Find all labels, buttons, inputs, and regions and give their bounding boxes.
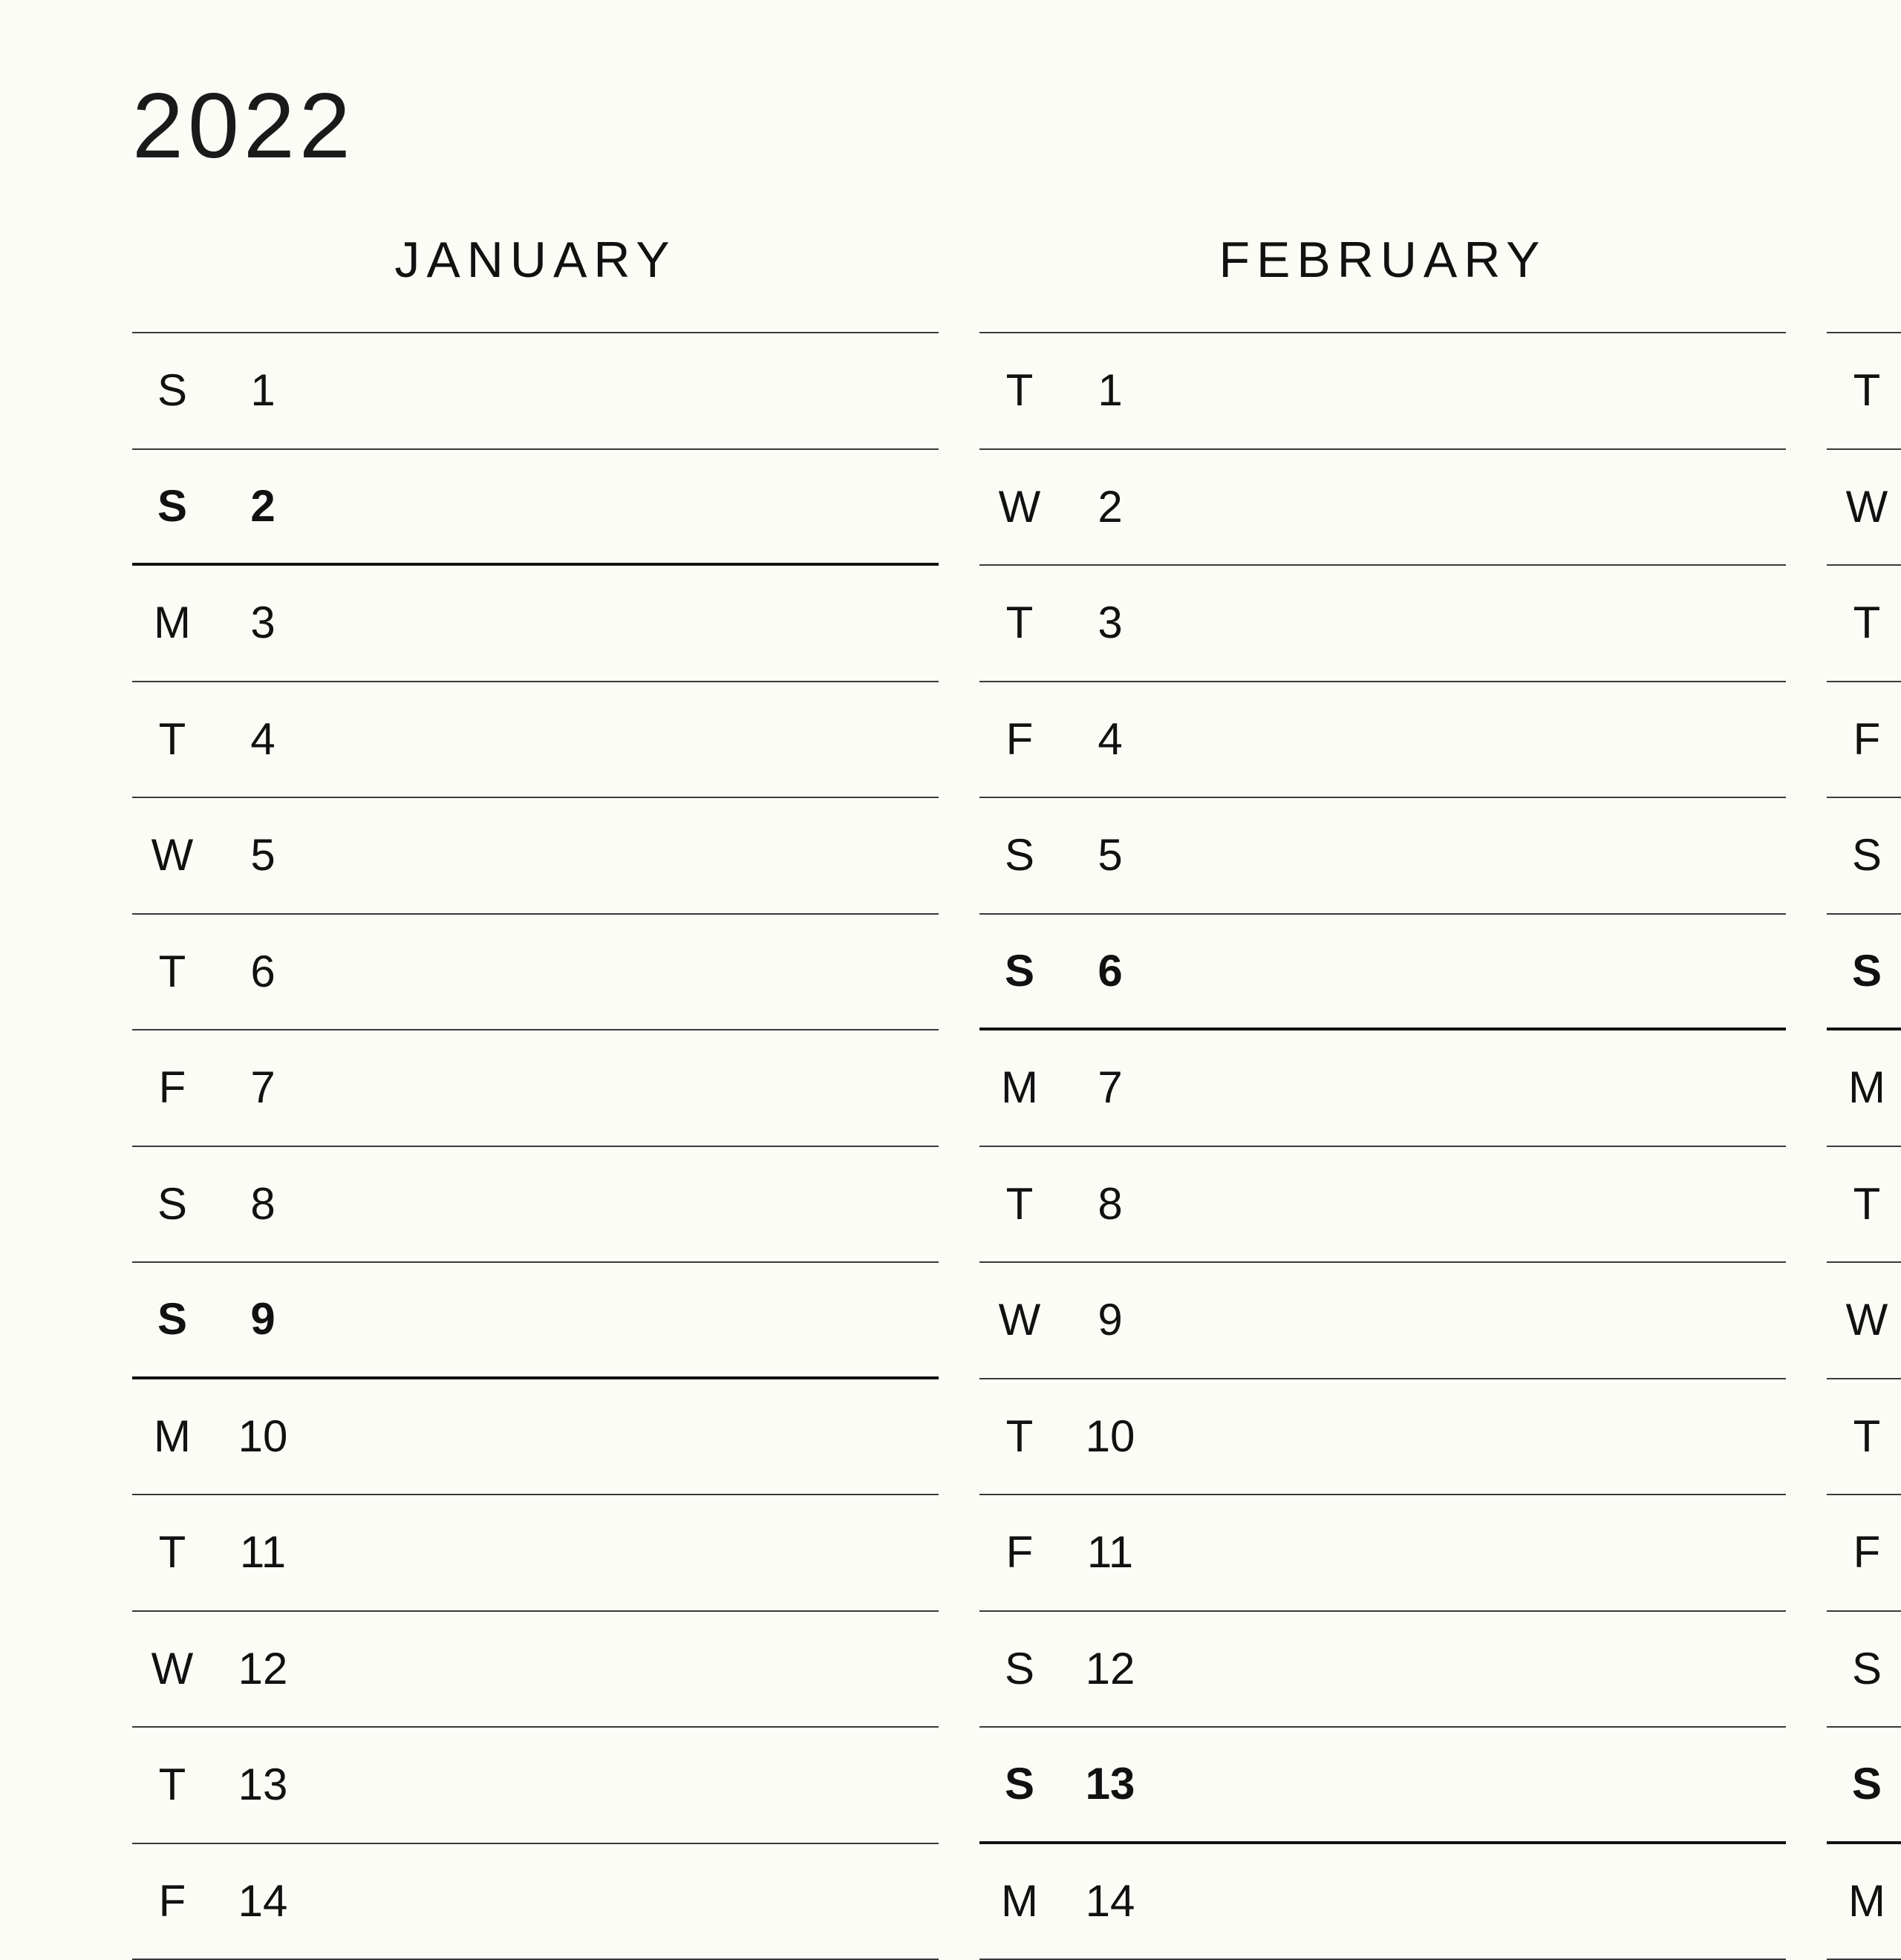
day-number: 1 [250, 368, 275, 413]
month-column [1827, 0, 1901, 1901]
weekday-letter: S [1852, 833, 1882, 878]
weekday-letter: T [1853, 1182, 1881, 1226]
day-row-sunday[interactable] [979, 915, 1786, 1031]
day-row[interactable] [1827, 1379, 1901, 1496]
day-row-sunday[interactable] [132, 1263, 939, 1379]
day-number: 8 [1098, 1182, 1122, 1226]
weekday-letter: F [1006, 1530, 1034, 1575]
weekday-letter: T [1006, 601, 1034, 645]
weekday-letter: M [154, 601, 191, 645]
weekday-letter: T [159, 717, 186, 762]
weekday-letter: F [159, 1879, 186, 1924]
weekday-letter: S [1005, 1762, 1034, 1806]
day-row[interactable] [132, 566, 939, 682]
weekday-letter: S [157, 484, 187, 529]
day-row[interactable] [132, 1147, 939, 1264]
day-row[interactable] [979, 1379, 1786, 1496]
day-number: 5 [250, 833, 275, 878]
day-number: 9 [250, 1297, 275, 1342]
year-title: 2022 [132, 80, 355, 172]
weekday-letter: W [151, 833, 194, 878]
day-number: 12 [1086, 1647, 1135, 1691]
day-row[interactable] [979, 1844, 1786, 1960]
day-number: 1 [1098, 368, 1122, 413]
day-number: 10 [1086, 1414, 1135, 1459]
day-number: 4 [1098, 717, 1122, 762]
weekday-letter: T [159, 1763, 186, 1807]
weekday-letter: S [1852, 1762, 1882, 1806]
day-number: 13 [238, 1763, 288, 1807]
weekday-letter: W [151, 1647, 194, 1691]
day-list [1827, 332, 1901, 1960]
day-number: 12 [238, 1647, 288, 1691]
day-row[interactable] [1827, 1844, 1901, 1960]
weekday-letter: M [1848, 1065, 1885, 1110]
day-number: 13 [1086, 1762, 1135, 1806]
day-number: 2 [250, 484, 275, 529]
day-number: 6 [250, 950, 275, 994]
weekday-letter: T [1853, 601, 1881, 645]
weekday-letter: T [1006, 1182, 1034, 1226]
weekday-letter: T [159, 950, 186, 994]
day-row[interactable] [132, 333, 939, 450]
day-row[interactable] [979, 682, 1786, 799]
weekday-letter: F [159, 1065, 186, 1110]
weekday-letter: F [1006, 717, 1034, 762]
day-row[interactable] [132, 1612, 939, 1728]
day-row[interactable] [1827, 1612, 1901, 1728]
weekday-letter: M [1001, 1065, 1038, 1110]
day-number: 14 [1086, 1879, 1135, 1924]
day-row[interactable] [979, 1030, 1786, 1147]
day-row[interactable] [132, 1379, 939, 1496]
day-row[interactable] [1827, 566, 1901, 682]
weekday-letter: S [1852, 949, 1882, 993]
day-number: 6 [1098, 949, 1122, 993]
weekday-letter: T [1853, 1414, 1881, 1459]
day-row[interactable] [1827, 1147, 1901, 1264]
day-row[interactable] [979, 1495, 1786, 1612]
day-row[interactable] [132, 1495, 939, 1612]
day-row[interactable] [979, 798, 1786, 915]
month-title: FEBRUARY [979, 235, 1786, 285]
day-number: 4 [250, 717, 275, 762]
day-number: 5 [1098, 833, 1122, 878]
weekday-letter: S [1005, 949, 1034, 993]
day-number: 2 [1098, 485, 1122, 529]
day-number: 3 [250, 601, 275, 645]
weekday-letter: W [999, 485, 1041, 529]
weekday-letter: T [1006, 1414, 1034, 1459]
weekday-letter: M [1848, 1879, 1885, 1924]
weekday-letter: S [157, 1297, 187, 1342]
weekday-letter: T [1006, 368, 1034, 413]
day-row[interactable] [979, 1263, 1786, 1379]
day-row[interactable] [979, 1612, 1786, 1728]
weekday-letter: F [1853, 717, 1881, 762]
day-row-sunday[interactable] [132, 450, 939, 566]
day-number: 14 [238, 1879, 288, 1924]
weekday-letter: M [1001, 1879, 1038, 1924]
day-row[interactable] [132, 798, 939, 915]
day-row[interactable] [132, 682, 939, 799]
day-row[interactable] [1827, 333, 1901, 450]
day-row[interactable] [979, 333, 1786, 450]
day-number: 8 [250, 1182, 275, 1226]
month-column [132, 0, 939, 1901]
day-row[interactable] [1827, 1495, 1901, 1612]
day-row[interactable] [979, 1147, 1786, 1264]
day-number: 3 [1098, 601, 1122, 645]
day-number: 11 [1087, 1530, 1133, 1575]
day-number: 7 [250, 1065, 275, 1110]
day-number: 11 [240, 1530, 286, 1575]
day-row[interactable] [1827, 1030, 1901, 1147]
day-row-sunday[interactable] [979, 1728, 1786, 1844]
weekday-letter: S [157, 1182, 187, 1226]
weekday-letter: S [1005, 833, 1034, 878]
month-column [979, 0, 1786, 1901]
weekday-letter: S [1852, 1647, 1882, 1691]
day-number: 9 [1098, 1298, 1122, 1342]
weekday-letter: W [1846, 485, 1888, 529]
day-row[interactable] [132, 915, 939, 1031]
month-title: JANUARY [132, 235, 939, 285]
day-list [132, 332, 939, 1960]
day-row[interactable] [1827, 798, 1901, 915]
day-list [979, 332, 1786, 1960]
day-row-sunday[interactable] [1827, 915, 1901, 1031]
day-row[interactable] [1827, 1263, 1901, 1379]
weekday-letter: W [1846, 1298, 1888, 1342]
day-row-sunday[interactable] [1827, 1728, 1901, 1844]
weekday-letter: S [1005, 1647, 1034, 1691]
weekday-letter: T [159, 1530, 186, 1575]
day-number: 10 [238, 1414, 288, 1459]
weekday-letter: F [1853, 1530, 1881, 1575]
weekday-letter: S [157, 368, 187, 413]
day-row[interactable] [979, 566, 1786, 682]
day-row[interactable] [979, 450, 1786, 566]
weekday-letter: W [999, 1298, 1041, 1342]
day-row[interactable] [1827, 450, 1901, 566]
day-row[interactable] [132, 1030, 939, 1147]
day-row[interactable] [1827, 682, 1901, 799]
day-number: 7 [1098, 1065, 1122, 1110]
weekday-letter: M [154, 1414, 191, 1459]
day-row[interactable] [132, 1728, 939, 1844]
weekday-letter: T [1853, 368, 1881, 413]
day-row[interactable] [132, 1844, 939, 1960]
